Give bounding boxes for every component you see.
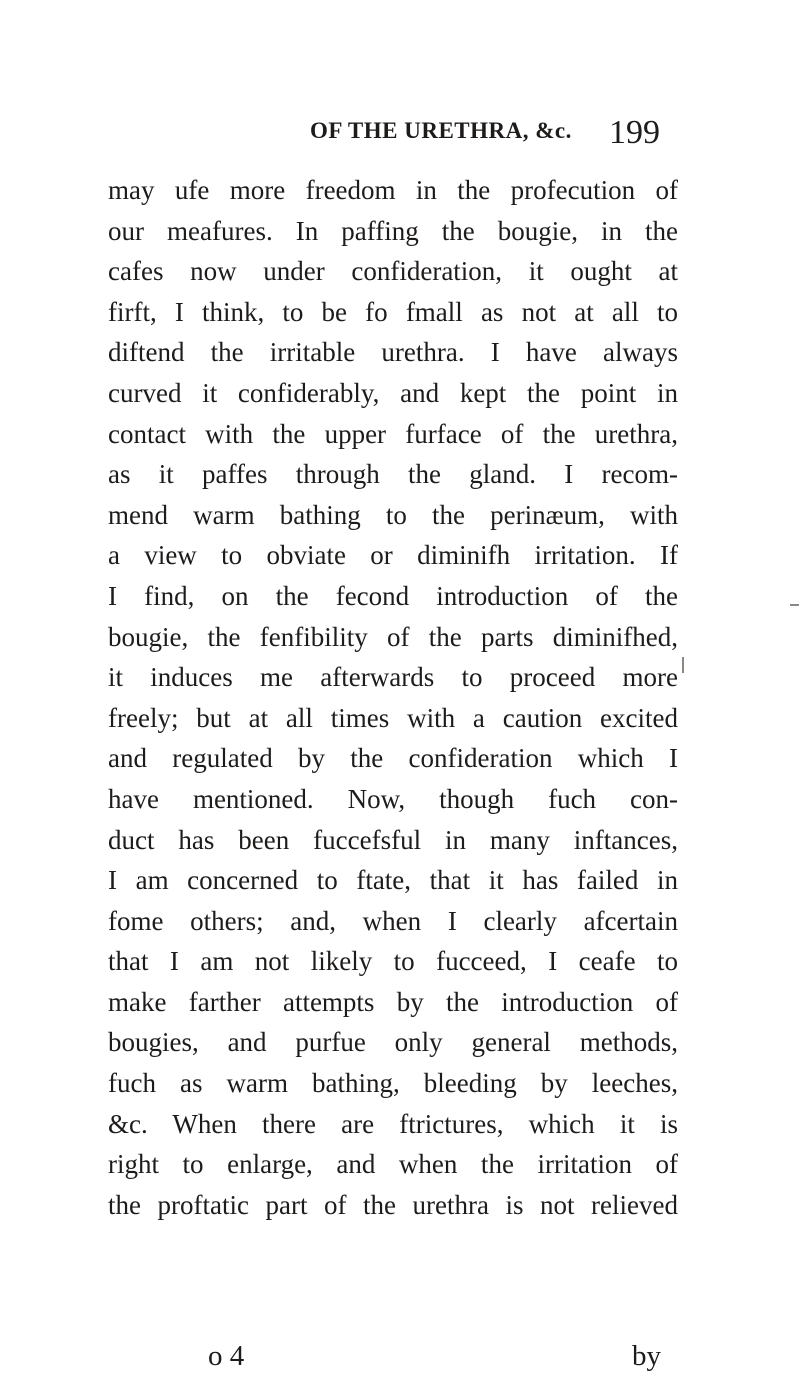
text-line: duct has been fuccefsful in many inftances, [108, 824, 678, 855]
margin-speck [790, 604, 799, 606]
running-title: OF THE URETHRA, &c. [310, 118, 572, 143]
text-line: have mentioned. Now, though fuch con- [108, 783, 678, 814]
text-line: make farther attempts by the introduction of [108, 986, 678, 1017]
signature-mark: o 4 [208, 1340, 245, 1372]
text-line: &c. When there are ftrictures, which it is [108, 1108, 678, 1139]
text-line: as it paffes through the gland. I recom- [108, 459, 678, 490]
text-line: that I am not likely to fucceed, I ceafe to [108, 946, 678, 977]
text-line: bougie, the fenfibility of the parts diminifhed, [108, 621, 678, 652]
page-footer [0, 1340, 800, 1380]
text-line: and regulated by the confideration which I [108, 743, 678, 774]
running-head [310, 114, 660, 158]
text-line: firft, I think, to be fo fmall as not at all to [108, 296, 678, 327]
body-text [108, 170, 678, 1225]
text-line: the proftatic part of the urethra is not relieved [108, 1189, 678, 1220]
text-line: fome others; and, when I clearly afcertain [108, 905, 678, 936]
text-line: contact with the upper furface of the urethra, [108, 418, 678, 449]
text-line: I am concerned to ftate, that it has failed in [108, 865, 678, 896]
text-line: mend warm bathing to the perinæum, with [108, 499, 678, 530]
catchword: by [632, 1340, 661, 1372]
margin-speck [682, 657, 684, 673]
text-line: diftend the irritable urethra. I have always [108, 337, 678, 368]
text-line: cafes now under confideration, it ought at [108, 256, 678, 287]
text-line: freely; but at all times with a caution excited [108, 702, 678, 733]
text-line: it induces me afterwards to proceed more [108, 662, 678, 693]
text-line: our meafures. In paffing the bougie, in the [108, 215, 678, 246]
text-line: may ufe more freedom in the profecution of [108, 175, 678, 205]
text-line: curved it confiderably, and kept the point in [108, 377, 678, 408]
text-line: a view to obviate or diminifh irritation. If [108, 540, 678, 571]
page-number: 199 [609, 114, 660, 151]
text-line: bougies, and purfue only general methods, [108, 1027, 678, 1058]
text-line: right to enlarge, and when the irritation of [108, 1149, 678, 1180]
text-line: I find, on the fecond introduction of the [108, 580, 678, 611]
text-line: fuch as warm bathing, bleeding by leeches, [108, 1068, 678, 1099]
